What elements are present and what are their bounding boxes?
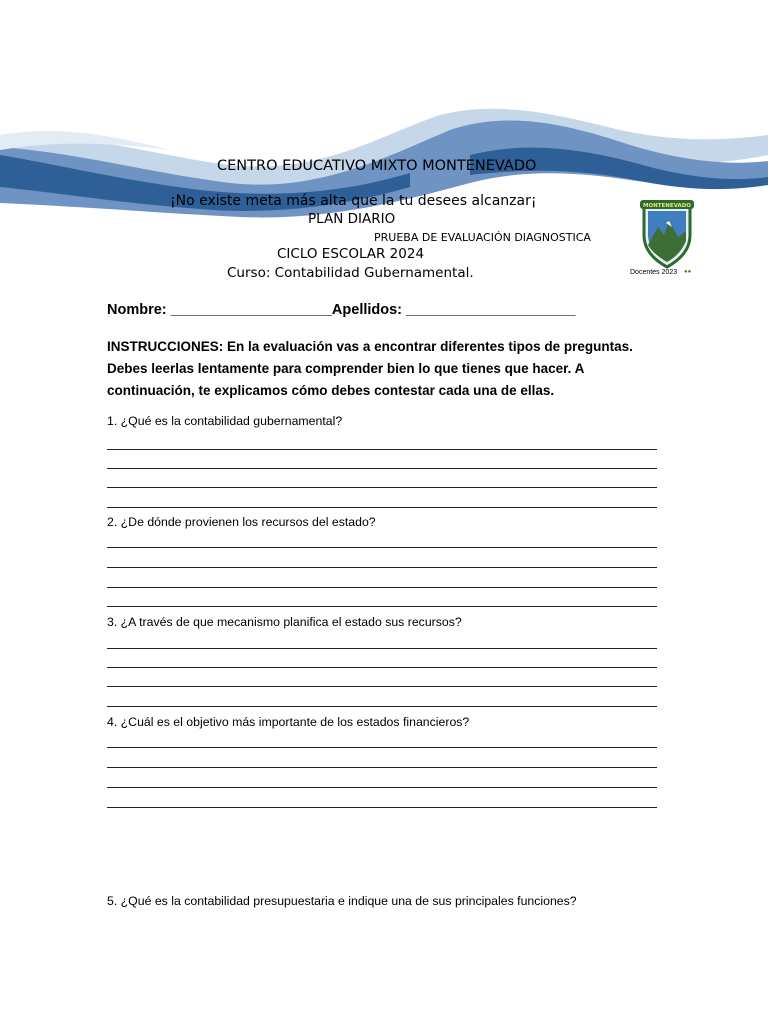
answer-line: [107, 449, 657, 450]
instructions-text: INSTRUCCIONES: En la evaluación vas a encontrar diferentes tipos de preguntas. Debes leerlas lentamente para comprender bien lo que tienes que hacer. A continuación, te explicamos cómo debes contestar cada una de ellas.: [107, 339, 633, 398]
answer-line: [107, 667, 657, 668]
school-motto: ¡No existe meta más alta que la tu desees alcanzar¡: [170, 193, 537, 209]
question-2: 2. ¿De dónde provienen los recursos del estado?: [107, 515, 376, 529]
answer-line: [107, 648, 657, 649]
school-name: CENTRO EDUCATIVO MIXTO MONTENEVADO: [217, 158, 537, 174]
answer-line: [107, 807, 657, 808]
question-5: 5. ¿Qué es la contabilidad presupuestaria e indique una de sus principales funciones?: [107, 894, 577, 908]
answer-line: [107, 587, 657, 588]
answer-line: [107, 747, 657, 748]
question-4: 4. ¿Cuál es el objetivo más importante de los estados financieros?: [107, 715, 470, 729]
student-name-field: Nombre: ____________________Apellidos: _____________________: [107, 302, 576, 318]
crest-banner-text: MONTENEVADO: [642, 203, 692, 209]
plan-title: PLAN DIARIO: [308, 211, 396, 227]
answer-line: [107, 686, 657, 687]
leaf-icon: ●●: [684, 269, 692, 275]
logo-caption: Docentes 2023: [630, 269, 678, 276]
answer-line: [107, 547, 657, 548]
answer-line: [107, 606, 657, 607]
school-crest-icon: [636, 197, 698, 269]
question-3: 3. ¿A través de que mecanismo planifica el estado sus recursos?: [107, 615, 462, 629]
answer-line: [107, 706, 657, 707]
answer-line: [107, 507, 657, 508]
answer-line: [107, 567, 657, 568]
question-1: 1. ¿Qué es la contabilidad gubernamental?: [107, 414, 343, 428]
answer-line: [107, 787, 657, 788]
school-cycle: CICLO ESCOLAR 2024: [277, 246, 425, 262]
answer-line: [107, 468, 657, 469]
course-name: Curso: Contabilidad Gubernamental.: [227, 265, 474, 281]
answer-line: [107, 487, 657, 488]
answer-line: [107, 767, 657, 768]
test-title: PRUEBA DE EVALUACIÓN DIAGNOSTICA: [374, 231, 591, 244]
